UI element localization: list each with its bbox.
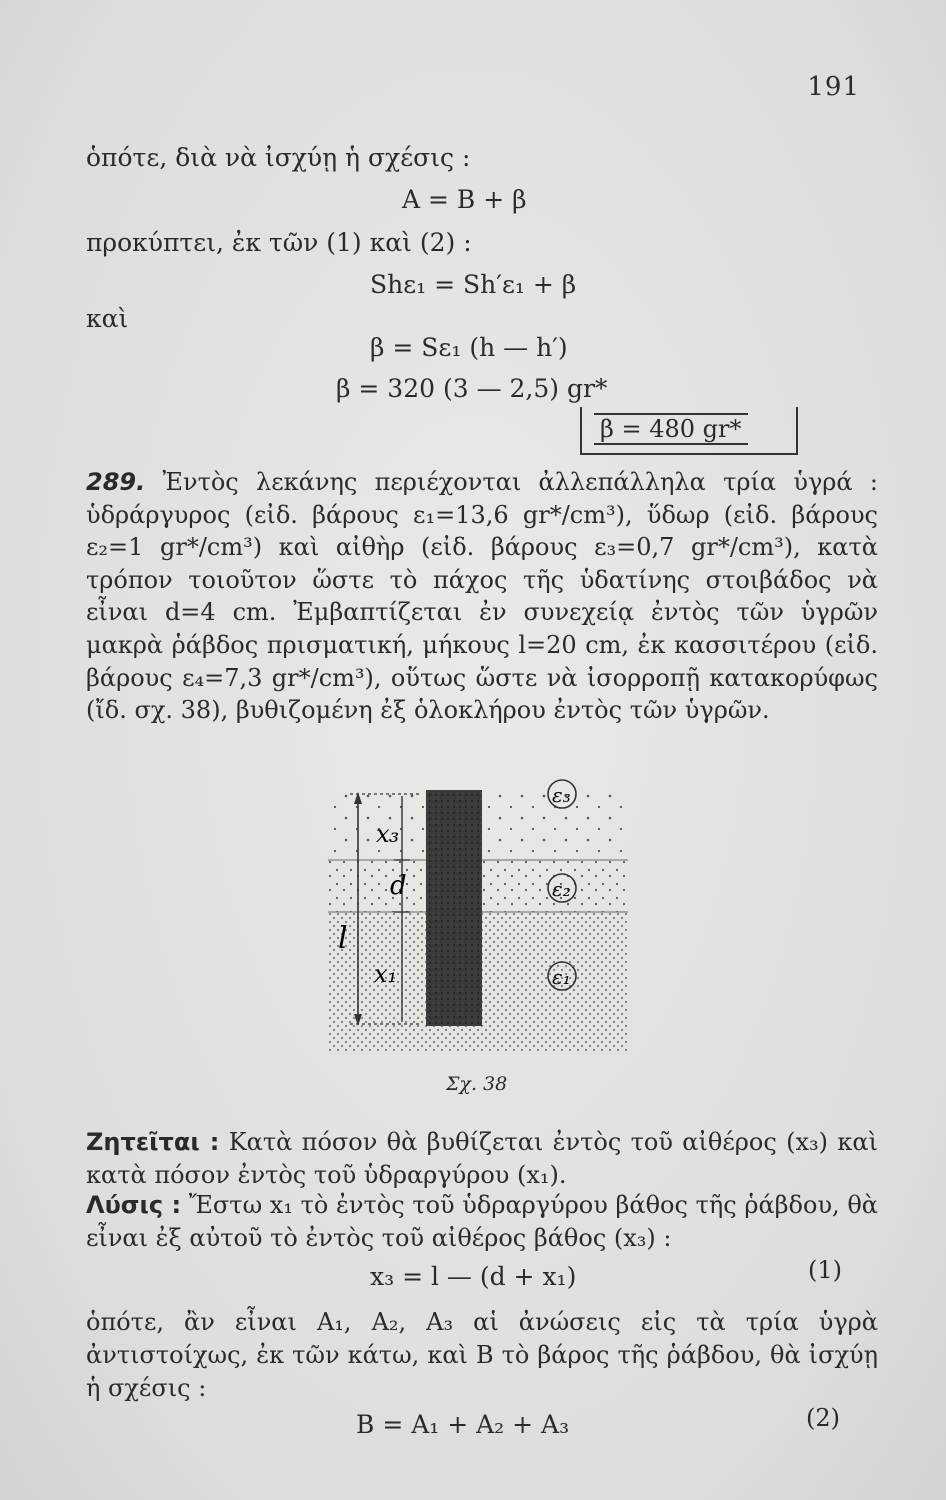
label-e3: ε₃ (552, 783, 571, 807)
label-e1: ε₁ (552, 965, 571, 989)
equation-a-b-beta: A = B + β (402, 185, 527, 214)
solution-label: Λύσις : (86, 1191, 182, 1219)
equation-beta-320: β = 320 (3 — 2,5) gr* (336, 374, 608, 403)
solution-equation-2: B = A₁ + A₂ + A₃ (356, 1410, 570, 1439)
solution-text: Ἔστω x₁ τὸ ἐντὸς τοῦ ὑδραργύρου βάθος τῆς ῥάβδου, θὰ εἶναι ἐξ αὐτοῦ τὸ ἐντὸς τοῦ αἰθέρος βάθος (x₃) : (86, 1191, 878, 1252)
text-line-prokyptei: προκύπτει, ἐκ τῶν (1) καὶ (2) : (86, 228, 472, 257)
problem-number: 289. (86, 468, 146, 496)
result-equation: β = 480 gr* (594, 413, 748, 445)
label-e2: ε₂ (552, 877, 571, 901)
label-x1: x₁ (374, 960, 398, 988)
solution-equation-1: x₃ = l — (d + x₁) (370, 1262, 577, 1291)
problem-paragraph (86, 466, 878, 727)
equation-sh-epsilon: Shε₁ = Sh′ε₁ + β (370, 270, 577, 299)
solution-paragraph (86, 1189, 878, 1255)
page-number: 191 (807, 72, 860, 102)
text-line-kai: καὶ (86, 304, 129, 333)
equation-number-1: (1) (808, 1256, 842, 1284)
figure-38 (320, 768, 640, 1058)
text-line-opote: ὁπότε, διὰ νὰ ἰσχύῃ ἡ σχέσις : (86, 143, 471, 172)
solution-paragraph-2: ὁπότε, ἂν εἶναι A₁, A₂, A₃ αἱ ἀνώσεις εἰς τὰ τρία ὑγρὰ ἀντιστοίχως, ἐκ τῶν κάτω, καὶ B τὸ βάρος τῆς ῥάβδου, θὰ ἰσχύῃ ἡ σχέσις : (86, 1308, 878, 1402)
question-text: Κατὰ πόσον θὰ βυθίζεται ἐντὸς τοῦ αἰθέρος (x₃) καὶ κατὰ πόσον ἐντὸς τοῦ ὑδραργύρου (x₁). (86, 1128, 878, 1189)
tin-rod (426, 790, 482, 1026)
figure-caption: Σχ. 38 (446, 1073, 508, 1095)
boxed-result (580, 407, 798, 455)
equation-beta-s-epsilon: β = Sε₁ (h — h′) (370, 333, 568, 362)
label-x3: x₃ (376, 820, 400, 848)
label-d: d (390, 871, 407, 901)
question-paragraph (86, 1126, 878, 1192)
problem-text: Ἐντὸς λεκάνης περιέχονται ἀλλεπάλληλα τρία ὑγρά : ὑδράργυρος (εἰδ. βάρους ε₁=13,6 gr*/cm³), ὕδωρ (εἰδ. βάρους ε₂=1 gr*/cm³) καὶ αἰθὴρ (εἰδ. βάρους ε₃=0,7 gr*/cm³), κατὰ τρόπον τοιοῦτον ὥστε τὸ πάχος τῆς ὑδατίνης στοιβάδος νὰ εἶναι d=4 cm. Ἐμβαπτίζεται ἐν συνεχείᾳ ἐντὸς τῶν ὑγρῶν μακρὰ ῥάβδος πρισματική, μήκους l=20 cm, ἐκ κασσιτέρου (εἰδ. βάρους ε₄=7,3 gr*/cm³), οὕτως ὥστε νὰ ἰσορροπῇ κατακορύφως (ἴδ. σχ. 38), βυθιζομένη ἐξ ὁλοκλήρου ἐντὸς τῶν ὑγρῶν. (86, 468, 878, 725)
equation-number-2: (2) (806, 1404, 840, 1432)
label-l: l (338, 921, 348, 956)
question-label: Ζητεῖται : (86, 1128, 220, 1156)
